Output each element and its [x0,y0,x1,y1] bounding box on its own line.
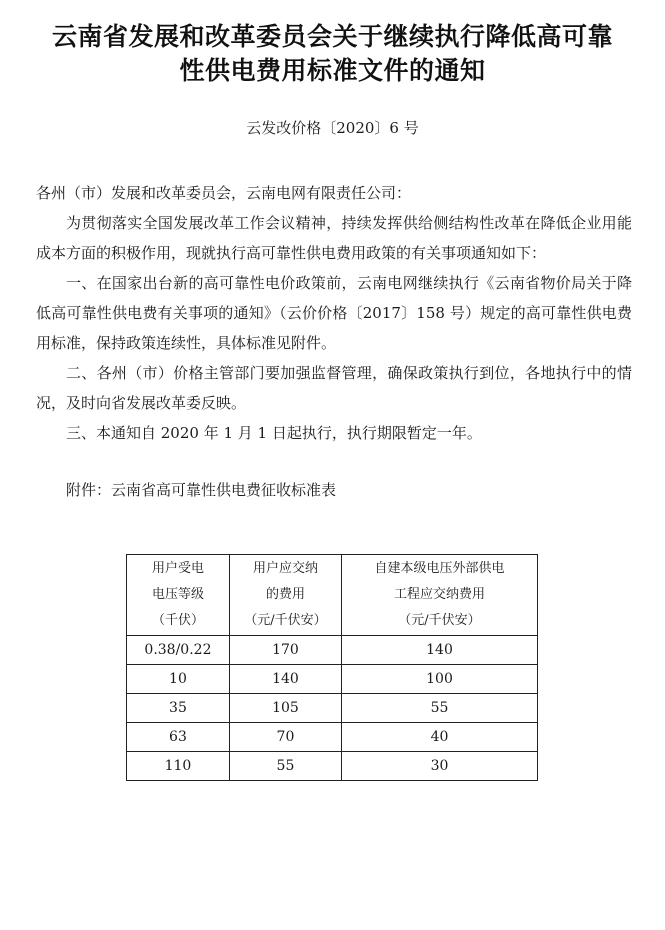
header-text: 电压等级 [151,587,204,602]
header-user-fee [229,555,341,636]
cell-voltage: 10 [127,665,230,694]
header-text: （元/千伏安） [244,613,327,628]
addressee-line: 各州（市）发展和改革委员会，云南电网有限责任公司： [36,184,412,202]
cell-voltage: 63 [127,723,230,752]
body-paragraph-1: 一、在国家出台新的高可靠性电价政策前，云南电网继续执行《云南省物价局关于降低高可靠性供电费有关事项的通知》（云价价格〔2017〕158 号）规定的高可靠性供电费用标准，保持政策连续性，具体标准见附件。 [36,274,632,352]
cell-self-built-fee: 100 [342,665,538,694]
header-self-built-fee [342,555,538,636]
cell-user-fee: 140 [229,665,341,694]
table-row [127,665,538,694]
cell-user-fee: 70 [229,723,341,752]
header-text: 的费用 [265,587,305,602]
document-number: 云发改价格〔2020〕6 号 [246,119,419,137]
document-title [0,20,665,88]
table-header-row [127,555,538,636]
table-row [127,723,538,752]
header-text: 工程应交纳费用 [393,587,485,602]
cell-self-built-fee: 140 [342,636,538,665]
header-text: 用户受电 [151,561,204,576]
header-text: （元/千伏安） [398,613,481,628]
fee-standard-table [126,554,538,781]
cell-voltage: 110 [127,752,230,781]
addressee [36,178,632,208]
title-line-2: 性供电费用标准文件的通知 [179,56,486,85]
cell-self-built-fee: 55 [342,694,538,723]
header-text: （千伏） [151,613,204,628]
header-text: 自建本级电压外部供电 [374,561,505,576]
body-paragraph-2: 二、各州（市）价格主管部门要加强监督管理，确保政策执行到位，各地执行中的情况，及时向省发展改革委反映。 [36,364,632,412]
cell-self-built-fee: 30 [342,752,538,781]
body-text [36,208,632,448]
table-row [127,752,538,781]
cell-user-fee: 170 [229,636,341,665]
cell-user-fee: 55 [229,752,341,781]
body-paragraph-intro: 为贯彻落实全国发展改革工作会议精神，持续发挥供给侧结构性改革在降低企业用能成本方面的积极作用，现就执行高可靠性供电费用政策的有关事项通知如下： [36,214,632,262]
title-line-1: 云南省发展和改革委员会关于继续执行降低高可靠 [51,22,613,51]
header-voltage-level [127,555,230,636]
cell-voltage: 0.38/0.22 [127,636,230,665]
body-paragraph-3: 三、本通知自 2020 年 1 月 1 日起执行，执行期限暂定一年。 [66,424,482,442]
cell-user-fee: 105 [229,694,341,723]
table-row [127,636,538,665]
table-row [127,694,538,723]
header-text: 用户应交纳 [252,561,318,576]
attachment-line: 附件：云南省高可靠性供电费征收标准表 [66,481,337,499]
cell-voltage: 35 [127,694,230,723]
cell-self-built-fee: 40 [342,723,538,752]
